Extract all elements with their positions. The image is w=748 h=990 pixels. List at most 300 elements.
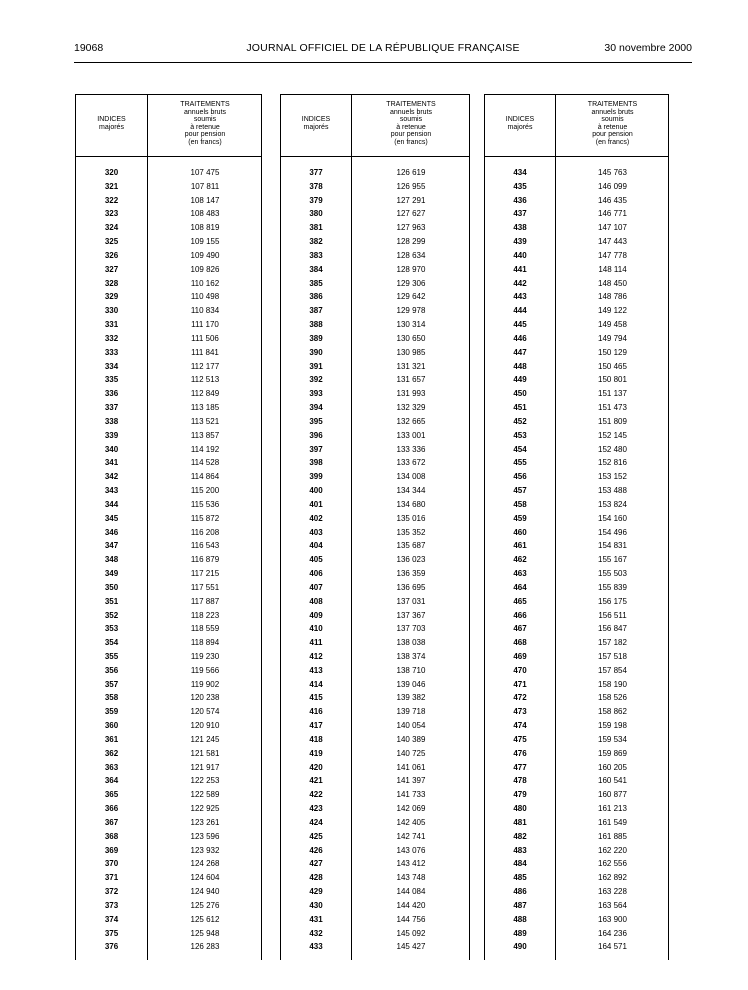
salary-cell: 160 877: [598, 790, 627, 800]
table-row: [76, 816, 261, 830]
salary-cell: 162 220: [598, 845, 627, 855]
table-row: [485, 927, 668, 941]
index-cell: 374: [104, 914, 119, 924]
table-row: [76, 788, 261, 802]
traitements-header: [351, 101, 471, 147]
index-cell: 335: [104, 375, 119, 385]
traitements-header-line: TRAITEMENTS: [180, 101, 230, 108]
table-row: [281, 774, 469, 788]
traitements-header-line: annuels bruts: [389, 108, 433, 116]
index-cell: 363: [104, 762, 119, 772]
table-row: [485, 456, 668, 470]
table-row: [281, 567, 469, 581]
traitements-header-line: TRAITEMENTS: [386, 101, 436, 108]
salary-cell: 125 276: [190, 900, 220, 910]
salary-cell: 150 465: [598, 361, 627, 371]
index-cell: 458: [513, 499, 527, 509]
salary-cell: 141 397: [396, 776, 426, 786]
table-row: [485, 401, 668, 415]
table-row: [281, 719, 469, 733]
salary-cell: 155 167: [598, 555, 627, 565]
index-cell: 422: [309, 790, 323, 800]
index-cell: 355: [104, 651, 119, 661]
salary-cell: 109 490: [190, 250, 220, 260]
index-cell: 338: [104, 416, 119, 426]
index-cell: 419: [309, 748, 323, 758]
table-row: [76, 857, 261, 871]
salary-cell: 147 443: [598, 237, 627, 247]
index-cell: 388: [309, 320, 323, 330]
index-cell: 437: [513, 209, 527, 219]
table-row: [76, 761, 261, 775]
table-row: [76, 691, 261, 705]
salary-cell: 154 496: [598, 527, 627, 537]
table-row: [485, 913, 668, 927]
table-row: [76, 595, 261, 609]
index-cell: 456: [513, 472, 527, 482]
salary-cell: 149 458: [598, 320, 627, 330]
index-cell: 324: [104, 223, 119, 233]
index-cell: 326: [104, 250, 119, 260]
index-cell: 428: [309, 873, 323, 883]
salary-cell: 164 236: [598, 928, 627, 938]
index-cell: 320: [104, 168, 119, 177]
salary-cell: 144 756: [396, 914, 426, 924]
table-row: [485, 678, 668, 692]
table-row: [76, 526, 261, 540]
traitements-header-line: à retenue: [190, 123, 220, 131]
table-row: [485, 774, 668, 788]
table-row: [485, 304, 668, 318]
salary-cell: 157 854: [598, 665, 627, 675]
index-cell: 392: [309, 375, 323, 385]
table-row: [485, 498, 668, 512]
index-cell: 336: [104, 389, 119, 399]
salary-cell: 160 541: [598, 776, 627, 786]
index-cell: 377: [309, 168, 323, 177]
index-cell: 370: [104, 859, 119, 869]
salary-cell: 159 869: [598, 748, 627, 758]
table-row: [281, 166, 469, 180]
table-row: [281, 290, 469, 304]
salary-cell: 154 160: [598, 513, 627, 523]
index-cell: 411: [309, 638, 323, 648]
table-row: [281, 844, 469, 858]
traitements-header-line: soumis: [193, 116, 217, 124]
salary-cell: 115 872: [190, 513, 220, 523]
index-cell: 397: [309, 444, 323, 454]
salary-cell: 117 887: [190, 596, 220, 606]
salary-cell: 129 642: [396, 292, 426, 302]
index-cell: 476: [513, 748, 527, 758]
table-row: [281, 733, 469, 747]
table-row: [281, 899, 469, 913]
salary-cell: 113 857: [190, 430, 220, 440]
salary-cell: 138 374: [396, 651, 426, 661]
index-cell: 468: [513, 638, 527, 648]
index-cell: 438: [513, 223, 527, 233]
table-row: [281, 235, 469, 249]
salary-cell: 133 336: [396, 444, 426, 454]
salary-cell: 127 627: [396, 209, 426, 219]
salary-cell: 157 518: [598, 651, 627, 661]
table-row: [485, 940, 668, 954]
salary-cell: 129 978: [396, 306, 426, 316]
index-cell: 381: [309, 223, 323, 233]
table-body: [485, 166, 668, 954]
index-cell: 348: [104, 555, 119, 565]
index-cell: 450: [513, 389, 527, 399]
journal-title: JOURNAL OFFICIEL DE LA RÉPUBLIQUE FRANÇAISE: [246, 42, 520, 54]
salary-cell: 159 198: [598, 721, 627, 731]
index-cell: 460: [513, 527, 527, 537]
table-row: [281, 871, 469, 885]
index-cell: 441: [513, 264, 527, 274]
table-row: [76, 415, 261, 429]
table-row: [76, 664, 261, 678]
table-row: [485, 885, 668, 899]
salary-cell: 151 137: [598, 389, 627, 399]
salary-cell: 115 200: [190, 486, 220, 496]
table-row: [76, 512, 261, 526]
salary-cell: 158 190: [598, 679, 627, 689]
table-row: [485, 830, 668, 844]
salary-cell: 112 849: [190, 389, 220, 399]
table-row: [485, 705, 668, 719]
table-row: [281, 581, 469, 595]
index-cell: 455: [513, 458, 527, 468]
table-row: [76, 678, 261, 692]
salary-table-3: [484, 94, 669, 960]
table-row: [281, 512, 469, 526]
salary-cell: 124 940: [190, 887, 220, 897]
index-cell: 396: [309, 430, 323, 440]
index-cell: 406: [309, 569, 323, 579]
index-cell: 389: [309, 333, 323, 343]
salary-cell: 163 228: [598, 887, 627, 897]
index-cell: 330: [104, 306, 119, 316]
index-cell: 420: [309, 762, 323, 772]
salary-cell: 121 245: [190, 734, 220, 744]
table-row: [281, 318, 469, 332]
index-cell: 349: [104, 569, 119, 579]
table-row: [485, 816, 668, 830]
index-cell: 448: [513, 361, 527, 371]
index-cell: 383: [309, 250, 323, 260]
salary-cell: 151 809: [598, 416, 627, 426]
index-cell: 332: [104, 333, 119, 343]
salary-cell: 123 932: [190, 845, 220, 855]
salary-cell: 137 703: [396, 624, 426, 634]
index-cell: 418: [309, 734, 323, 744]
index-cell: 451: [513, 403, 527, 413]
index-cell: 405: [309, 555, 323, 565]
table-row: [485, 194, 668, 208]
salary-cell: 162 556: [598, 859, 627, 869]
salary-cell: 142 741: [396, 831, 426, 841]
salary-cell: 161 549: [598, 817, 627, 827]
salary-cell: 163 900: [598, 914, 627, 924]
table-row: [281, 249, 469, 263]
index-cell: 408: [309, 596, 323, 606]
index-cell: 483: [513, 845, 527, 855]
index-cell: 400: [309, 486, 323, 496]
salary-cell: 115 536: [190, 499, 220, 509]
index-cell: 424: [309, 817, 323, 827]
salary-cell: 118 223: [190, 610, 220, 620]
index-cell: 479: [513, 790, 527, 800]
salary-cell: 112 177: [190, 361, 220, 371]
table-row: [281, 622, 469, 636]
index-cell: 461: [513, 541, 527, 551]
index-cell: 446: [513, 333, 527, 343]
index-cell: 427: [309, 859, 323, 869]
salary-cell: 135 016: [396, 513, 426, 523]
salary-cell: 131 321: [396, 361, 426, 371]
salary-cell: 122 925: [190, 804, 220, 814]
index-cell: 464: [513, 582, 527, 592]
salary-cell: 163 564: [598, 900, 627, 910]
traitements-header-line: (en francs): [188, 138, 222, 146]
table-row: [281, 443, 469, 457]
table-row: [281, 553, 469, 567]
index-cell: 462: [513, 555, 527, 565]
index-cell: 488: [513, 914, 527, 924]
salary-cell: 145 092: [396, 928, 426, 938]
table-row: [485, 595, 668, 609]
salary-cell: 137 031: [396, 596, 426, 606]
index-cell: 357: [104, 679, 119, 689]
table-row: [485, 664, 668, 678]
index-cell: 426: [309, 845, 323, 855]
table-row: [76, 885, 261, 899]
index-cell: 346: [104, 527, 119, 537]
salary-cell: 159 534: [598, 734, 627, 744]
index-cell: 445: [513, 320, 527, 330]
salary-cell: 136 023: [396, 555, 426, 565]
table-row: [281, 802, 469, 816]
table-row: [485, 691, 668, 705]
salary-cell: 149 122: [598, 306, 627, 316]
salary-cell: 121 581: [190, 748, 220, 758]
salary-cell: 156 175: [598, 596, 627, 606]
index-cell: 430: [309, 900, 323, 910]
index-cell: 410: [309, 624, 323, 634]
table-row: [76, 346, 261, 360]
index-cell: 341: [104, 458, 119, 468]
index-cell: 431: [309, 914, 323, 924]
table-row: [76, 470, 261, 484]
table-row: [76, 622, 261, 636]
table-row: [485, 733, 668, 747]
table-row: [485, 290, 668, 304]
index-cell: 376: [104, 942, 119, 952]
traitements-header-line: soumis: [399, 116, 423, 124]
table-row: [485, 249, 668, 263]
salary-cell: 143 748: [396, 873, 426, 883]
index-cell: 463: [513, 569, 527, 579]
salary-cell: 111 841: [191, 347, 219, 357]
index-cell: 350: [104, 582, 119, 592]
index-cell: 465: [513, 596, 527, 606]
index-cell: 416: [309, 707, 323, 717]
salary-cell: 139 046: [396, 679, 426, 689]
table-row: [485, 443, 668, 457]
index-cell: 353: [104, 624, 119, 634]
salary-cell: 113 521: [190, 416, 220, 426]
table-row: [281, 678, 469, 692]
table-row: [485, 373, 668, 387]
table-row: [281, 221, 469, 235]
salary-cell: 120 574: [190, 707, 220, 717]
salary-cell: 132 329: [396, 403, 426, 413]
index-cell: 327: [104, 264, 119, 274]
salary-cell: 141 061: [396, 762, 426, 772]
salary-cell: 117 551: [190, 582, 220, 592]
index-cell: 435: [513, 181, 527, 191]
salary-cell: 134 680: [396, 499, 426, 509]
table-row: [485, 429, 668, 443]
table-row: [76, 373, 261, 387]
table-row: [76, 429, 261, 443]
indices-header-line: INDICES: [97, 116, 126, 123]
table-row: [76, 401, 261, 415]
salary-cell: 143 412: [396, 859, 426, 869]
table-row: [76, 332, 261, 346]
table-row: [485, 539, 668, 553]
salary-cell: 126 619: [396, 168, 426, 177]
table-row: [281, 788, 469, 802]
salary-cell: 114 192: [190, 444, 220, 454]
index-cell: 413: [309, 665, 323, 675]
table-row: [76, 318, 261, 332]
index-cell: 364: [104, 776, 119, 786]
index-cell: 321: [104, 181, 119, 191]
table-row: [485, 512, 668, 526]
salary-cell: 152 480: [598, 444, 627, 454]
index-cell: 378: [309, 181, 323, 191]
salary-cell: 148 450: [598, 278, 627, 288]
indices-header: [281, 116, 351, 131]
index-cell: 459: [513, 513, 527, 523]
salary-cell: 150 801: [598, 375, 627, 385]
index-cell: 399: [309, 472, 323, 482]
salary-cell: 142 069: [396, 804, 426, 814]
salary-cell: 149 794: [598, 333, 627, 343]
table-row: [281, 277, 469, 291]
salary-table-1: [75, 94, 262, 960]
salary-cell: 114 864: [190, 472, 220, 482]
index-cell: 421: [309, 776, 323, 786]
table-row: [281, 595, 469, 609]
index-cell: 439: [513, 237, 527, 247]
salary-cell: 107 811: [190, 181, 220, 191]
index-cell: 331: [104, 320, 119, 330]
index-cell: 342: [104, 472, 119, 482]
index-cell: 482: [513, 831, 527, 841]
publication-date: 30 novembre 2000: [604, 42, 692, 54]
index-cell: 480: [513, 804, 527, 814]
index-cell: 371: [104, 873, 119, 883]
index-cell: 395: [309, 416, 323, 426]
index-cell: 442: [513, 278, 527, 288]
table-row: [281, 360, 469, 374]
index-cell: 443: [513, 292, 527, 302]
table-row: [485, 221, 668, 235]
index-cell: 329: [104, 292, 119, 302]
index-cell: 415: [309, 693, 323, 703]
table-row: [485, 277, 668, 291]
index-cell: 339: [104, 430, 119, 440]
table-row: [281, 304, 469, 318]
index-cell: 360: [104, 721, 119, 731]
table-row: [76, 747, 261, 761]
salary-cell: 124 268: [190, 859, 220, 869]
table-row: [485, 263, 668, 277]
salary-cell: 108 483: [190, 209, 220, 219]
salary-cell: 125 612: [190, 914, 220, 924]
salary-cell: 124 604: [190, 873, 220, 883]
salary-cell: 130 314: [396, 320, 426, 330]
table-header: [485, 94, 668, 157]
salary-cell: 110 498: [190, 292, 220, 302]
salary-cell: 158 862: [598, 707, 627, 717]
index-cell: 373: [104, 900, 119, 910]
index-cell: 361: [104, 734, 119, 744]
salary-cell: 152 145: [598, 430, 627, 440]
table-row: [76, 927, 261, 941]
traitements-header-line: à retenue: [597, 123, 628, 131]
salary-cell: 140 725: [396, 748, 426, 758]
index-cell: 478: [513, 776, 527, 786]
table-row: [281, 456, 469, 470]
salary-cell: 147 107: [598, 223, 627, 233]
table-row: [281, 857, 469, 871]
index-cell: 344: [104, 499, 119, 509]
table-row: [485, 899, 668, 913]
index-cell: 385: [309, 278, 323, 288]
salary-cell: 118 559: [190, 624, 220, 634]
table-row: [76, 539, 261, 553]
salary-cell: 148 786: [598, 292, 627, 302]
page-number: 19068: [74, 42, 104, 54]
salary-cell: 121 917: [190, 762, 220, 772]
salary-cell: 153 488: [598, 486, 627, 496]
table-row: [281, 387, 469, 401]
salary-cell: 156 847: [598, 624, 627, 634]
index-cell: 402: [309, 513, 323, 523]
salary-cell: 145 763: [598, 168, 627, 177]
index-cell: 351: [104, 596, 119, 606]
index-cell: 484: [513, 859, 527, 869]
table-row: [485, 235, 668, 249]
indices-header-line: INDICES: [301, 116, 331, 123]
table-row: [281, 429, 469, 443]
salary-cell: 146 435: [598, 195, 627, 205]
table-header: [76, 94, 261, 157]
salary-cell: 158 526: [598, 693, 627, 703]
table-row: [485, 470, 668, 484]
salary-cell: 108 819: [190, 223, 220, 233]
table-row: [76, 360, 261, 374]
salary-cell: 116 543: [190, 541, 220, 551]
salary-cell: 137 367: [396, 610, 426, 620]
salary-cell: 161 213: [598, 804, 627, 814]
index-cell: 472: [513, 693, 527, 703]
salary-cell: 131 993: [396, 389, 426, 399]
salary-cell: 111 506: [191, 333, 219, 343]
index-cell: 328: [104, 278, 119, 288]
